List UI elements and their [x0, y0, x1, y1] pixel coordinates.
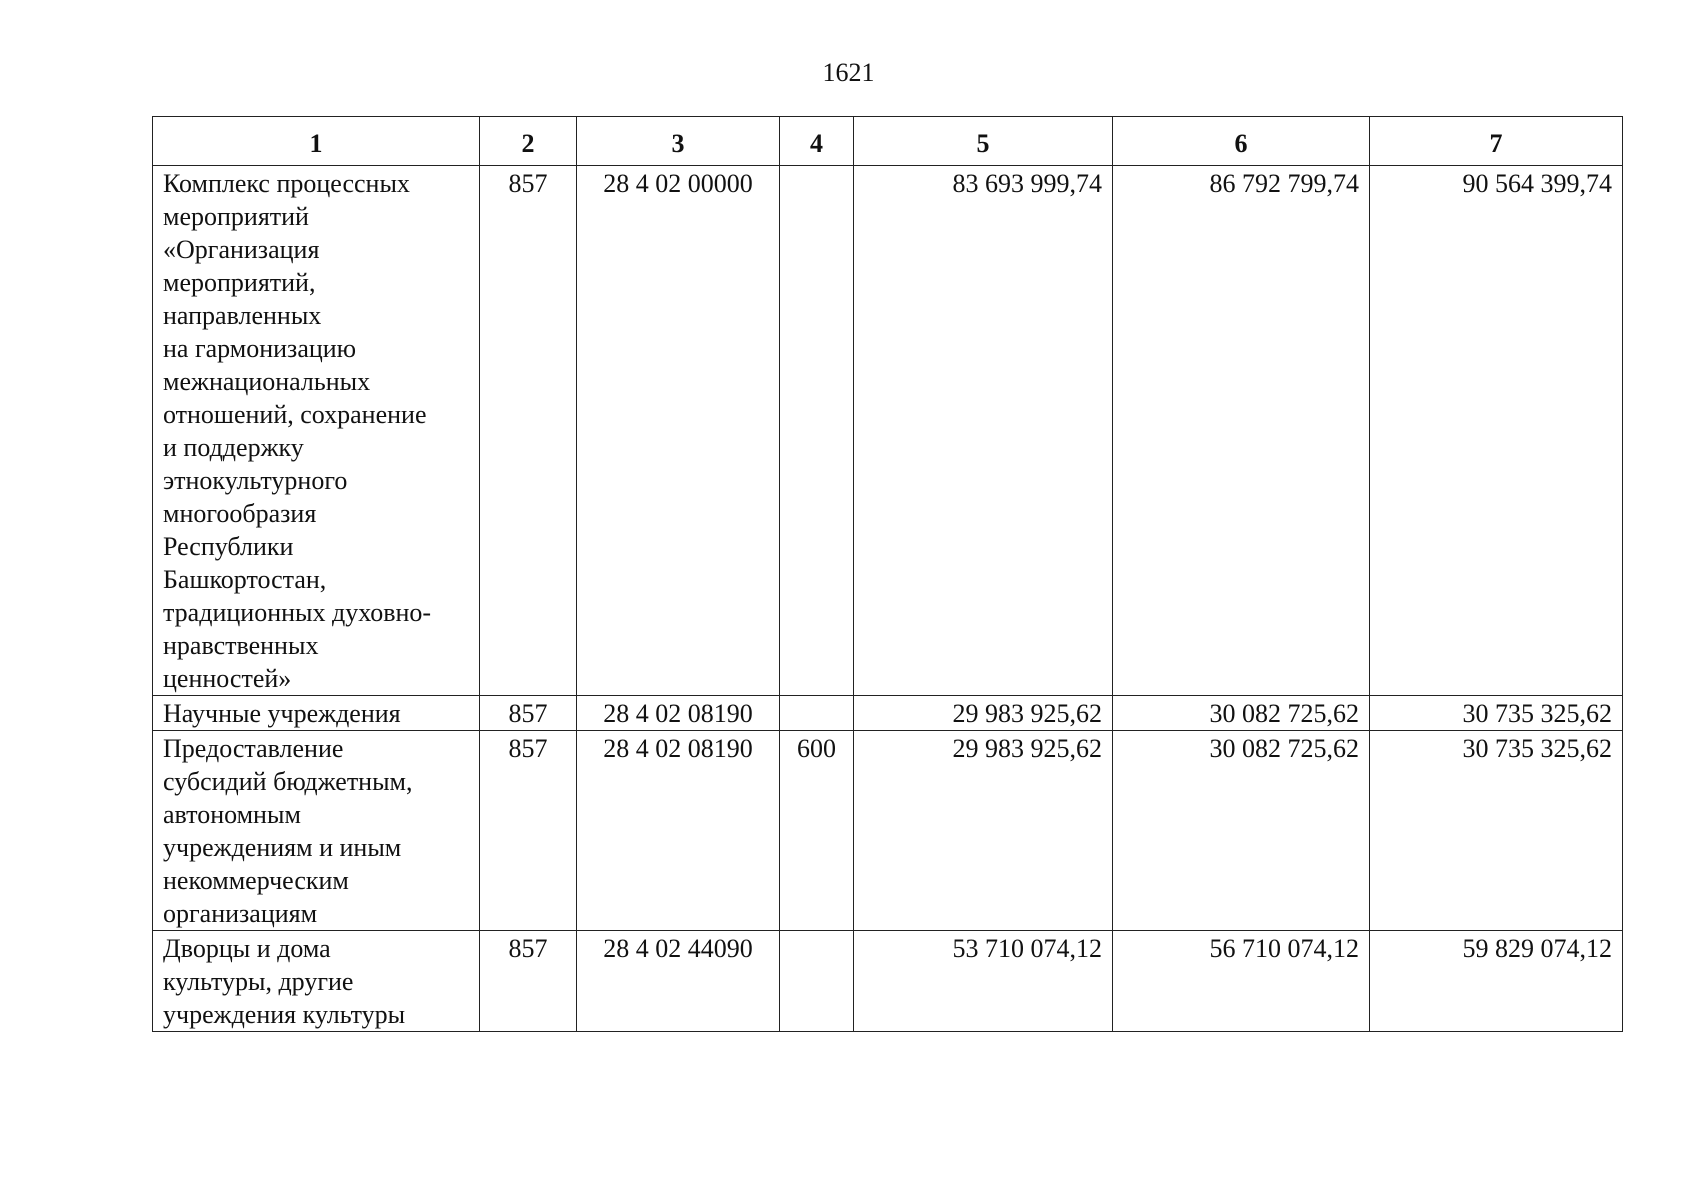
table-body	[153, 166, 1623, 1032]
row-target-article-cell: 28 4 02 08190	[577, 696, 780, 731]
row-name-cell: Комплекс процессных мероприятий «Организация мероприятий, направленных на гармонизацию межнациональных отношений, сохранение и поддержку этнокультурного многообразия Республики Башкортостан, традиционных духовно- нравственных ценностей»	[153, 166, 480, 696]
row-expense-type-cell	[780, 931, 854, 1032]
row-amount-col7-cell: 90 564 399,74	[1370, 166, 1623, 696]
row-name-cell: Научные учреждения	[153, 696, 480, 731]
row-amount-col7-cell: 30 735 325,62	[1370, 731, 1623, 931]
budget-table	[152, 116, 1623, 1032]
header-col-7: 7	[1370, 117, 1623, 166]
row-expense-type-cell	[780, 696, 854, 731]
row-expense-type-cell	[780, 166, 854, 696]
row-amount-col6-cell: 30 082 725,62	[1113, 696, 1370, 731]
row-target-article-cell: 28 4 02 44090	[577, 931, 780, 1032]
header-col-1: 1	[153, 117, 480, 166]
row-ministry-code-cell: 857	[480, 696, 577, 731]
row-amount-col7-cell: 30 735 325,62	[1370, 696, 1623, 731]
row-name-cell: Предоставление субсидий бюджетным, автономным учреждениям и иным некоммерческим организациям	[153, 731, 480, 931]
table-row	[153, 731, 1623, 931]
row-amount-col5-cell: 83 693 999,74	[854, 166, 1113, 696]
row-amount-col7-cell: 59 829 074,12	[1370, 931, 1623, 1032]
header-col-5: 5	[854, 117, 1113, 166]
table-header	[153, 117, 1623, 166]
row-amount-col6-cell: 56 710 074,12	[1113, 931, 1370, 1032]
row-amount-col5-cell: 53 710 074,12	[854, 931, 1113, 1032]
row-ministry-code-cell: 857	[480, 166, 577, 696]
table-row	[153, 166, 1623, 696]
row-name-cell: Дворцы и дома культуры, другие учреждения культуры	[153, 931, 480, 1032]
row-amount-col5-cell: 29 983 925,62	[854, 731, 1113, 931]
header-col-3: 3	[577, 117, 780, 166]
row-target-article-cell: 28 4 02 08190	[577, 731, 780, 931]
page-number: 1621	[822, 58, 875, 87]
table-row	[153, 931, 1623, 1032]
row-amount-col5-cell: 29 983 925,62	[854, 696, 1113, 731]
row-target-article-cell: 28 4 02 00000	[577, 166, 780, 696]
header-col-6: 6	[1113, 117, 1370, 166]
row-ministry-code-cell: 857	[480, 931, 577, 1032]
row-amount-col6-cell: 86 792 799,74	[1113, 166, 1370, 696]
row-expense-type-cell: 600	[780, 731, 854, 931]
row-amount-col6-cell: 30 082 725,62	[1113, 731, 1370, 931]
header-col-4: 4	[780, 117, 854, 166]
header-col-2: 2	[480, 117, 577, 166]
table-row	[153, 696, 1623, 731]
row-ministry-code-cell: 857	[480, 731, 577, 931]
header-row	[153, 117, 1623, 166]
